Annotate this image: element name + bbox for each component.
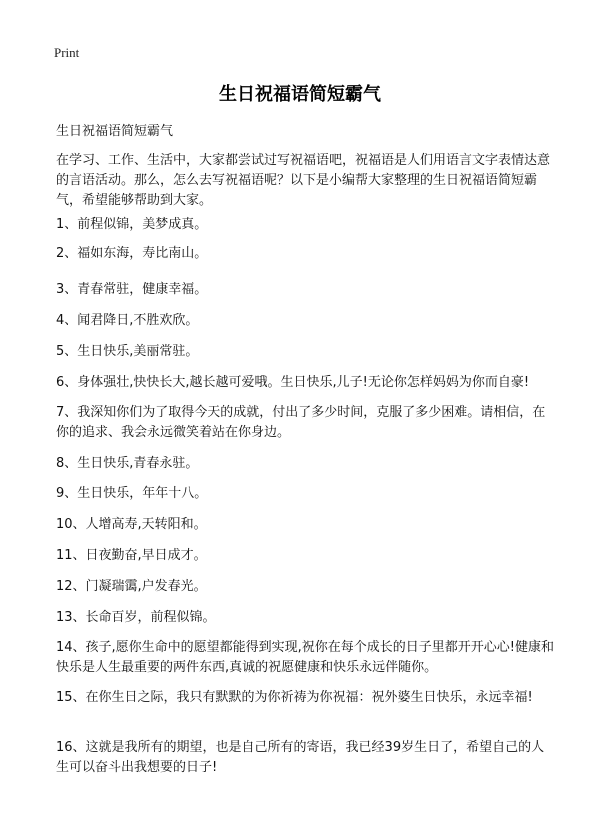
list-item: 4、闻君降日,不胜欢欣。	[56, 313, 199, 328]
document-subtitle: 生日祝福语简短霸气	[56, 124, 174, 139]
page-title: 生日祝福语简短霸气	[219, 84, 381, 105]
list-item: 3、青春常驻，健康幸福。	[56, 282, 208, 297]
intro-paragraph: 在学习、工作、生活中，大家都尝试过写祝福语吧，祝福语是人们用语言文字表情达意的言语活动。那么，怎么去写祝福语呢？以下是小编帮大家整理的生日祝福语简短霸气，希望能够帮助到大家。	[56, 153, 551, 208]
list-item: 13、长命百岁，前程似锦。	[56, 610, 216, 625]
list-item: 14、孩子,愿你生命中的愿望都能得到实现,祝你在每个成长的日子里都开开心心!健康和快乐是人生最重要的两件东西,真诚的祝愿健康和快乐永远伴随你。	[56, 640, 555, 675]
list-item: 12、门凝瑞霭,户发春光。	[56, 579, 207, 594]
print-link[interactable]: Print	[54, 45, 80, 60]
list-item: 5、生日快乐,美丽常驻。	[56, 344, 199, 359]
list-item: 6、身体强壮,快快长大,越长越可爱哦。生日快乐,儿子!无论你怎样妈妈为你而自豪!	[56, 375, 530, 390]
list-item: 7、我深知你们为了取得今天的成就，付出了多少时间，克服了多少困难。请相信，在你的追求、我会永远微笑着站在你身边。	[56, 405, 546, 440]
list-item: 8、生日快乐,青春永驻。	[56, 456, 199, 471]
list-item: 9、生日快乐，年年十八。	[56, 486, 208, 501]
list-item: 2、福如东海，寿比南山。	[56, 246, 208, 261]
list-item: 10、人增高寿,天转阳和。	[56, 517, 207, 532]
list-item: 1、前程似锦，美梦成真。	[56, 217, 208, 232]
list-item: 16、这就是我所有的期望，也是自己所有的寄语，我已经39岁生日了，希望自己的人生可以奋斗出我想要的日子!	[56, 740, 545, 775]
list-item: 11、日夜勤奋,早日成才。	[56, 548, 207, 563]
list-item: 15、在你生日之际，我只有默默的为你祈祷为你祝福：祝外婆生日快乐，永远幸福!	[56, 690, 533, 705]
